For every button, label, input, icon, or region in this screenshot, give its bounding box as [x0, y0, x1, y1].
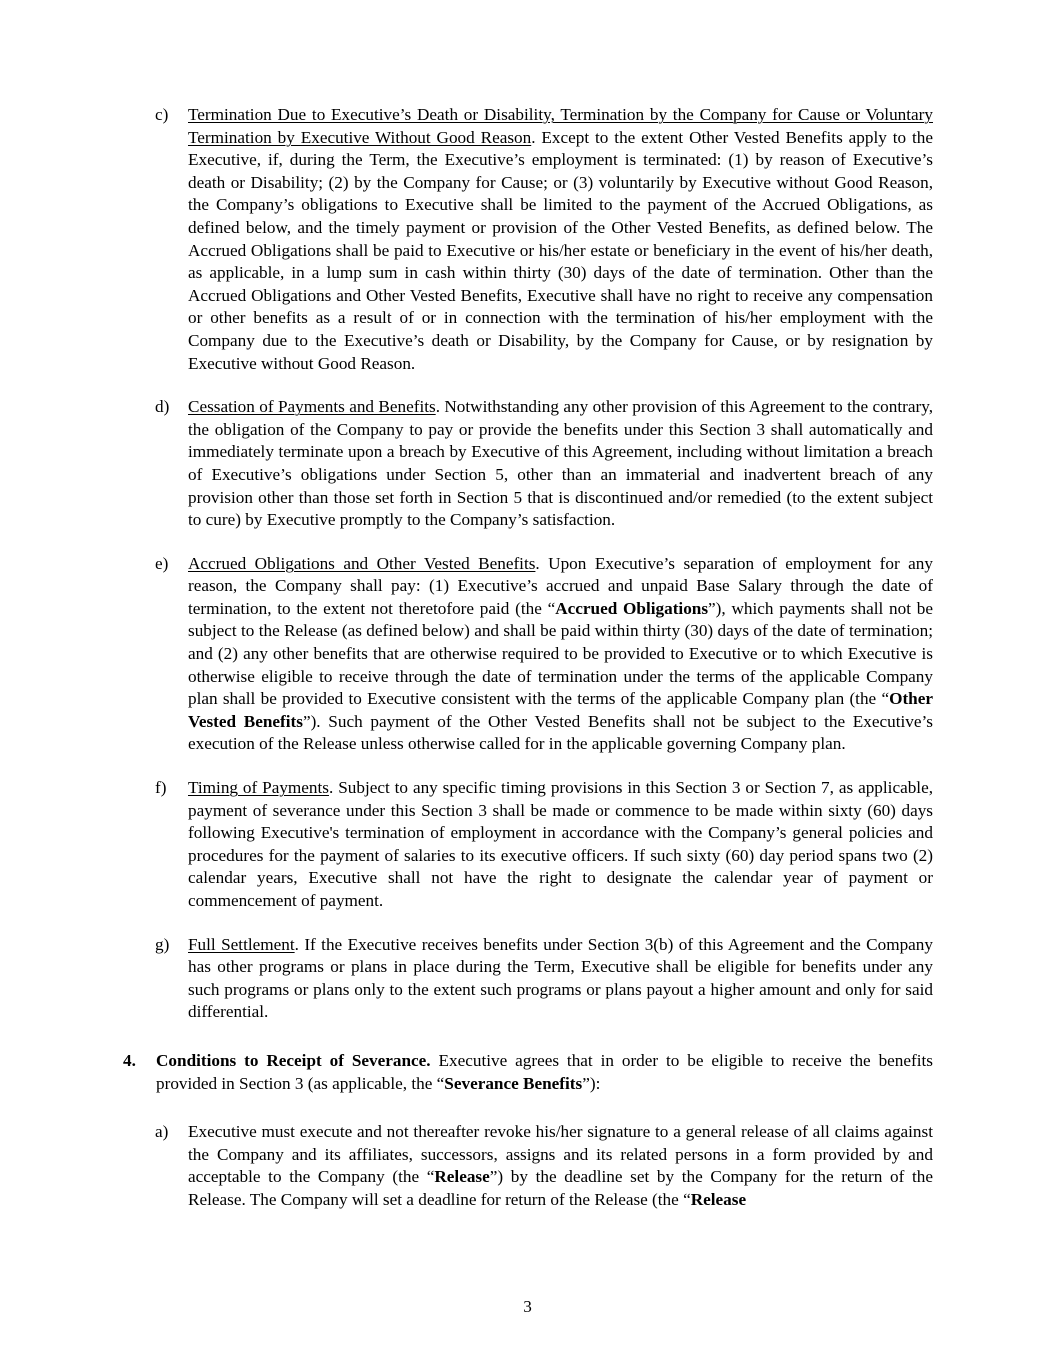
list-item-4a [123, 1121, 933, 1211]
paragraph-e-text-3: ”). Such payment of the Other Vested Benefits shall not be subject to the Executive’s execution of the Release unless otherwise called for in the applicable governing Company plan. [188, 711, 933, 754]
list-item-f [123, 777, 933, 913]
paragraph-e-body [188, 553, 933, 756]
section-item-4 [123, 1050, 933, 1095]
section-4-body [156, 1050, 933, 1095]
paragraph-g-body [188, 934, 933, 1024]
list-item-d [123, 396, 933, 532]
paragraph-c-heading: Termination Due to Executive’s Death or Disability, Termination by the Company for Cause or Voluntary Termination by Executive Without Good Reason [188, 105, 933, 147]
paragraph-4a-text-2: ”) by the deadline set by the Company for the return of the Release. The Company will set a deadline for return of the Release (the “ [188, 1167, 933, 1209]
defined-term-accrued-obligations: Accrued Obligations [555, 598, 709, 618]
paragraph-d-text: . Notwithstanding any other provision of this Agreement to the contrary, the obligation of the Company to pay or provide the benefits under this Section 3 shall automatically and immediately terminate upon a breach by Executive of this Agreement, including without limitation a breach of Executive’s obligations under Section 5, other than an immaterial and inadvertent breach of any provision other than those set forth in Section 5 that is discontinued and/or remedied (to the extent subject to cure) by Executive promptly to the Company’s satisfaction. [188, 397, 933, 530]
page-number: 3 [523, 1297, 532, 1316]
list-item-g [123, 934, 933, 1024]
section-4-heading: Conditions to Receipt of Severance. [156, 1050, 431, 1070]
defined-term-release-deadline: Release [690, 1189, 747, 1209]
defined-term-release: Release [434, 1167, 490, 1187]
paragraph-c-body [188, 104, 933, 375]
document-body [123, 104, 933, 1233]
section-marker-4: 4. [123, 1050, 136, 1070]
paragraph-d-heading: Cessation of Payments and Benefits [188, 397, 436, 417]
list-item-c [123, 104, 933, 375]
paragraph-e-text-1: . Upon Executive’s separation of employment for any reason, the Company shall pay: (1) Executive’s accrued and unpaid Base Salary through the date of termination, to the extent not theretofore paid (the “ [188, 553, 933, 618]
section-4-text-1: Executive agrees that in order to be eligible to receive the benefits provided in Section 3 (as applicable, the “ [156, 1050, 933, 1093]
paragraph-f-body [188, 777, 933, 913]
paragraph-e-text-2: ”), which payments shall not be subject to the Release (as defined below) and shall be paid within thirty (30) days of the date of termination; and (2) any other benefits that are otherwise required to be provided to Executive or to which Executive is otherwise eligible to receive through the date of termination under the terms of the applicable Company plan shall be provided to Executive consistent with the terms of the applicable Company plan (the “ [188, 598, 933, 709]
list-marker-f: f) [155, 778, 167, 798]
list-marker-e: e) [155, 553, 169, 573]
paragraph-g-heading: Full Settlement [188, 934, 295, 954]
paragraph-c-text: . Except to the extent Other Vested Benefits apply to the Executive, if, during the Term, the Executive’s employment is terminated: (1) by reason of Executive’s death or Disability; (2) by the Company for Cause; or (3) voluntarily by Executive without Good Reason, the Company’s obligations to Executive shall be limited to the payment of the Accrued Obligations, as defined below, and the timely payment or provision of the Other Vested Benefits, as defined below. The Accrued Obligations shall be paid to Executive or his/her estate or beneficiary in the event of his/her death, as applicable, in a lump sum in cash within thirty (30) days of the date of termination. Other than the Accrued Obligations and Other Vested Benefits, Executive shall have no right to receive any compensation or other benefits as a result of or in connection with the termination of his/her employment with the Company due to the Executive’s death or Disability, by the Company for Cause, or by resignation by Executive without Good Reason. [188, 127, 933, 373]
paragraph-f-heading: Timing of Payments [188, 778, 329, 798]
section-4-text-2: ”): [582, 1073, 601, 1093]
paragraph-4a-body [188, 1121, 933, 1211]
list-marker-4a: a) [155, 1122, 169, 1142]
defined-term-severance-benefits: Severance Benefits [444, 1073, 583, 1093]
list-item-e [123, 553, 933, 756]
paragraph-g-text: . If the Executive receives benefits under Section 3(b) of this Agreement and the Company has other programs or plans in place during the Term, Executive shall be eligible for benefits under any such programs or plans only to the extent such programs or plans payout a higher amount and only for said differential. [188, 934, 933, 1022]
paragraph-d-body [188, 396, 933, 532]
paragraph-f-text: . Subject to any specific timing provisions in this Section 3 or Section 7, as applicable, payment of severance under this Section 3 shall be made or commence to be made within sixty (60) days following Executive's termination of employment in accordance with the Company’s general policies and procedures for the payment of salaries to its executive officers. If such sixty (60) day period spans two (2) calendar years, Executive shall not have the right to designate the calendar year of payment or commencement of payment. [188, 778, 933, 910]
list-marker-d: d) [155, 397, 170, 417]
paragraph-e-heading: Accrued Obligations and Other Vested Benefits [188, 553, 536, 573]
list-marker-c: c) [155, 105, 169, 124]
list-marker-g: g) [155, 934, 170, 954]
defined-term-other-vested-benefits: Other Vested Benefits [188, 689, 933, 731]
paragraph-4a-text-1: Executive must execute and not thereafter revoke his/her signature to a general release of all claims against the Company and its affiliates, successors, assigns and its related persons in a form provided by and acceptable to the Company (the “ [188, 1122, 933, 1187]
